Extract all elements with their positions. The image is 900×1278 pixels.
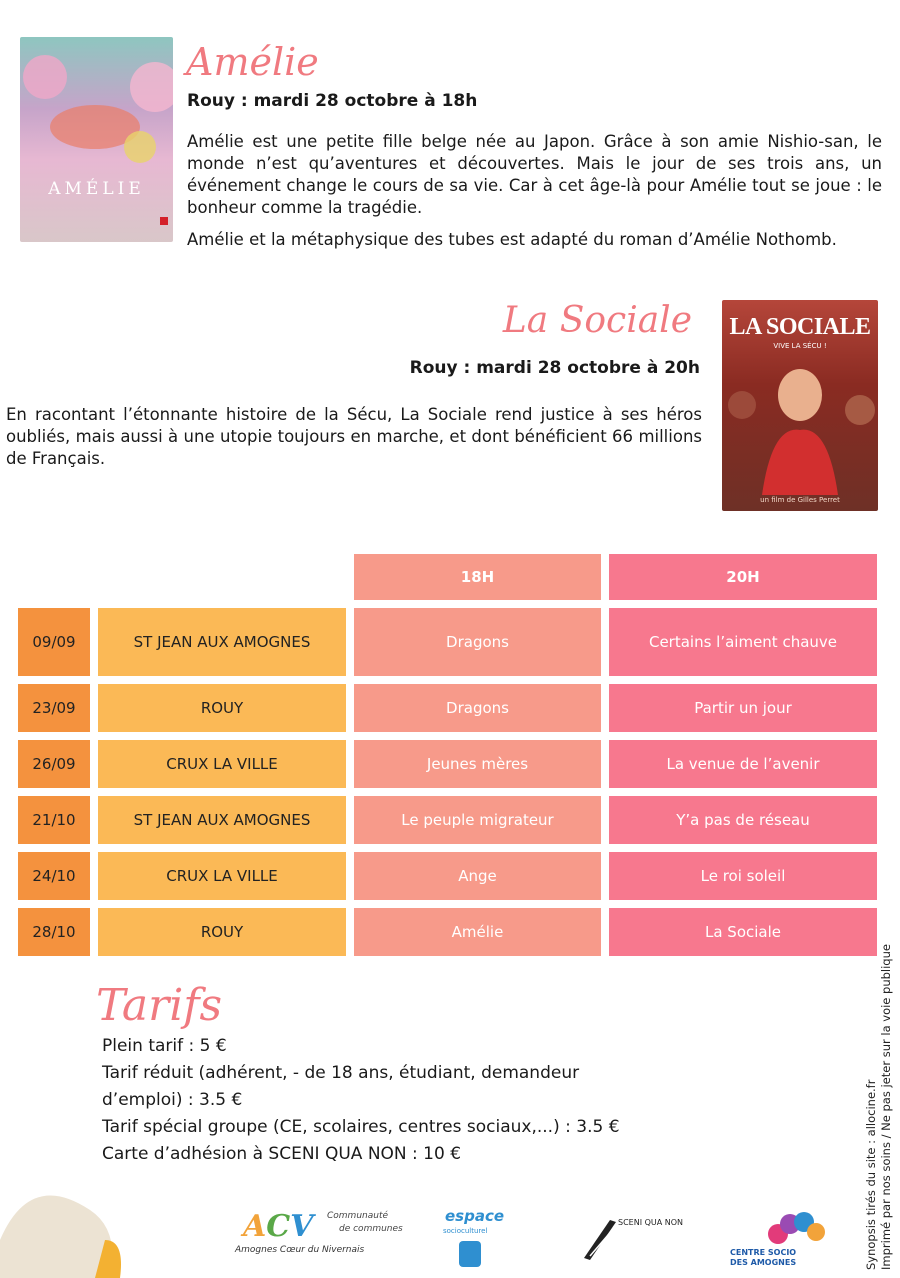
- row-date: 24/10: [18, 852, 90, 900]
- logo-centre-socio: [730, 1212, 830, 1272]
- table-row: [18, 684, 877, 732]
- row-place: ROUY: [98, 908, 346, 956]
- sociale-poster-title: LA SOCIALE: [729, 314, 871, 340]
- acv-line1: Communauté: [327, 1211, 389, 1221]
- espace-badge: [459, 1241, 481, 1267]
- sociale-poster-art: [722, 355, 878, 495]
- logo-espace: [443, 1205, 505, 1271]
- amelie-synopsis: Amélie est une petite fille belge née au Japon. Grâce à son amie Nishio-san, le monde n’est qu’aventures et découvertes. Mais le jour de ses trois ans, un événement change le cours de sa vie. Car à cet âge-là pour Amélie tout se joue : le bonheur comme la tragédie.: [187, 132, 882, 217]
- row-date: 21/10: [18, 796, 90, 844]
- row-place: ST JEAN AUX AMOGNES: [98, 796, 346, 844]
- table-row: [18, 608, 877, 676]
- side-note-print: Imprimé par nos soins / Ne pas jeter sur la voie publique: [879, 944, 893, 1270]
- header-18h: 18H: [354, 554, 601, 600]
- tarif-adhesion: Carte d’adhésion à SCENI QUA NON : 10 €: [102, 1144, 462, 1164]
- decorative-shell: [0, 1170, 140, 1278]
- header-20h: 20H: [609, 554, 877, 600]
- tarif-groupe: Tarif spécial groupe (CE, scolaires, centres sociaux,...) : 3.5 €: [102, 1117, 620, 1137]
- sociale-synopsis: En racontant l’étonnante histoire de la Sécu, La Sociale rend justice à ses héros oubliés, mais aussi à une utopie toujours en marche, et dont bénéficient 66 millions de Français.: [6, 405, 702, 468]
- row-film-18h: Jeunes mères: [354, 740, 601, 788]
- table-row: [18, 852, 877, 900]
- sociale-poster-subtitle: VIVE LA SÉCU !: [773, 342, 827, 350]
- logo-acv: [235, 1205, 410, 1265]
- row-date: 26/09: [18, 740, 90, 788]
- sociale-showing: Rouy : mardi 28 octobre à 20h: [409, 358, 700, 378]
- sceni-mark: [580, 1210, 620, 1260]
- centre-socio-mark: [764, 1212, 826, 1252]
- table-row: [18, 740, 877, 788]
- row-film-20h: Y’a pas de réseau: [609, 796, 877, 844]
- amelie-showing: Rouy : mardi 28 octobre à 18h: [187, 91, 478, 111]
- row-place: CRUX LA VILLE: [98, 852, 346, 900]
- sociale-title: La Sociale: [502, 300, 692, 341]
- espace-line2: socioculturel: [443, 1227, 488, 1235]
- row-film-18h: Dragons: [354, 684, 601, 732]
- centre-socio-line1: CENTRE SOCIO: [730, 1248, 797, 1257]
- tarifs-title: Tarifs: [96, 980, 223, 1031]
- table-row: [18, 796, 877, 844]
- row-film-20h: La Sociale: [609, 908, 877, 956]
- row-place: ST JEAN AUX AMOGNES: [98, 608, 346, 676]
- sceni-text: SCENI QUA NON: [618, 1218, 684, 1227]
- sociale-poster-credit: un film de Gilles Perret: [760, 496, 840, 504]
- row-film-18h: Dragons: [354, 608, 601, 676]
- row-film-20h: Le roi soleil: [609, 852, 877, 900]
- acv-line2: de communes: [339, 1224, 403, 1234]
- row-film-20h: Partir un jour: [609, 684, 877, 732]
- row-date: 23/09: [18, 684, 90, 732]
- sociale-poster: [722, 300, 878, 511]
- table-row: [18, 908, 877, 956]
- tarifs-list: [102, 1033, 662, 1168]
- tarif-reduit: Tarif réduit (adhérent, - de 18 ans, étudiant, demandeur d’emploi) : 3.5 €: [102, 1063, 580, 1110]
- side-note-source: Synopsis tirés du site : allocine.fr: [864, 1079, 878, 1270]
- espace-line1: espace: [445, 1207, 505, 1225]
- row-place: ROUY: [98, 684, 346, 732]
- row-film-20h: Certains l’aiment chauve: [609, 608, 877, 676]
- tarif-plein: Plein tarif : 5 €: [102, 1036, 227, 1056]
- row-film-18h: Le peuple migrateur: [354, 796, 601, 844]
- centre-socio-line2: DES AMOGNES: [730, 1258, 797, 1267]
- amelie-poster-title: AMÉLIE: [48, 179, 145, 199]
- amelie-title: Amélie: [186, 40, 319, 84]
- row-place: CRUX LA VILLE: [98, 740, 346, 788]
- schedule-table: [10, 546, 885, 964]
- schedule-header-row: [18, 554, 877, 600]
- amelie-note: Amélie et la métaphysique des tubes est adapté du roman d’Amélie Nothomb.: [187, 230, 837, 249]
- row-date: 09/09: [18, 608, 90, 676]
- row-film-18h: Amélie: [354, 908, 601, 956]
- logo-sceni: [580, 1210, 690, 1268]
- acv-line3: Amognes Cœur du Nivernais: [235, 1245, 365, 1255]
- row-film-20h: La venue de l’avenir: [609, 740, 877, 788]
- row-film-18h: Ange: [354, 852, 601, 900]
- row-date: 28/10: [18, 908, 90, 956]
- amelie-poster: [20, 37, 173, 242]
- acv-mark: ACV: [243, 1209, 314, 1244]
- side-note: [864, 910, 894, 1270]
- amelie-poster-art: [20, 37, 173, 242]
